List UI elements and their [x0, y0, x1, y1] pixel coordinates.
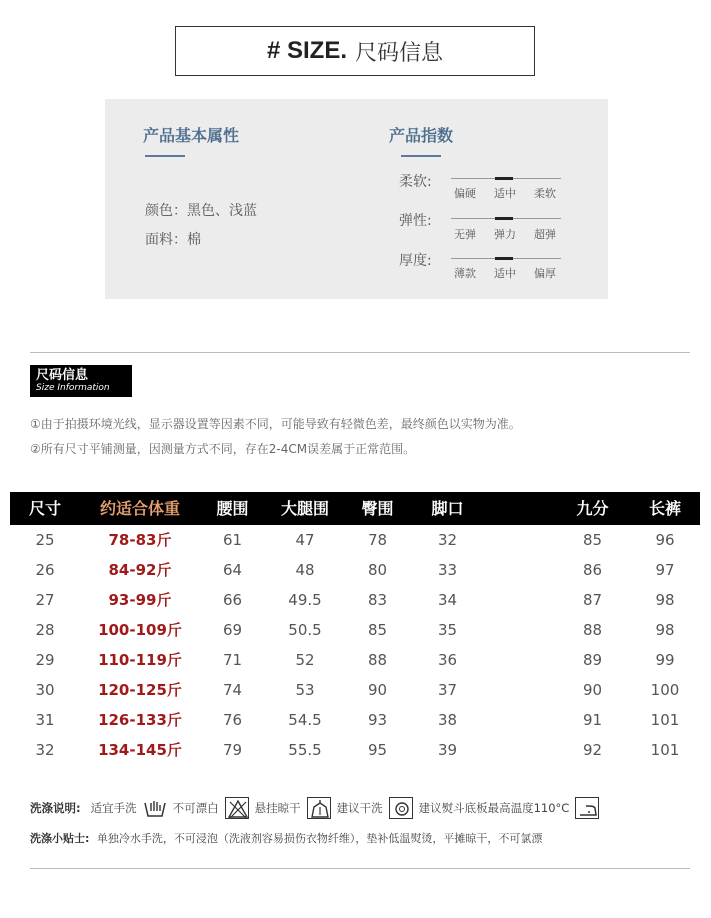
softness-marker: [495, 177, 513, 180]
basic-attributes-rule: [145, 155, 185, 157]
thickness-marker: [495, 257, 513, 260]
cell-size: 27: [35, 591, 55, 609]
thickness-option: 偏厚: [534, 267, 556, 280]
cell-thigh: 53: [295, 681, 315, 699]
softness-option: 偏硬: [454, 187, 476, 200]
cell-full-length: 98: [655, 591, 675, 609]
cell-hip: 93: [367, 711, 388, 729]
table-row: [10, 615, 700, 645]
care-label: 洗涤说明:: [30, 801, 81, 815]
care-item: 适宜手洗: [90, 801, 137, 815]
table-row: [10, 735, 700, 765]
cell-thigh: 54.5: [288, 711, 322, 729]
table-row: [10, 705, 700, 735]
thickness-option: 适中: [494, 267, 516, 280]
attribute-panel: [105, 99, 608, 299]
cell-weight: 78-83斤: [108, 531, 172, 549]
cell-waist: 71: [222, 651, 243, 669]
cell-full-length: 97: [655, 561, 675, 579]
section-divider: [30, 352, 690, 353]
cell-cropped: 88: [582, 621, 603, 639]
cell-size: 26: [35, 561, 55, 579]
color-line: 颜色：黑色、浅蓝: [145, 203, 257, 219]
size-info-tag-en: Size Information: [36, 383, 110, 393]
cell-size: 31: [35, 711, 55, 729]
cell-hip: 85: [367, 621, 388, 639]
header-hem: 脚口: [431, 499, 464, 518]
care-item: 不可漂白: [172, 801, 219, 815]
cell-size: 29: [35, 651, 55, 669]
elasticity-option: 无弹: [454, 228, 476, 241]
cell-waist: 74: [222, 681, 243, 699]
cell-full-length: 96: [655, 531, 675, 549]
thickness-option: 薄款: [454, 267, 476, 280]
cell-hip: 95: [367, 741, 388, 759]
basic-attributes-title: 产品基本属性: [143, 126, 240, 145]
cell-waist: 64: [222, 561, 243, 579]
bottom-divider: [30, 868, 690, 869]
elasticity-marker: [495, 217, 513, 220]
table-row: [10, 525, 700, 555]
hang-dry-icon: [307, 797, 331, 819]
cell-cropped: 89: [582, 651, 603, 669]
cell-weight: 84-92斤: [108, 561, 172, 579]
softness-option: 柔软: [534, 187, 556, 200]
cell-hem: 33: [437, 561, 458, 579]
cell-weight: 100-109斤: [98, 621, 182, 639]
cell-hip: 78: [367, 531, 388, 549]
cell-waist: 76: [222, 711, 243, 729]
cell-hem: 35: [437, 621, 458, 639]
care-item: 建议干洗: [336, 801, 383, 815]
size-info-tag-cn: 尺码信息: [36, 368, 89, 383]
elasticity-label: 弹性:: [399, 213, 432, 229]
cell-full-length: 100: [650, 681, 680, 699]
care-tips: [30, 830, 542, 846]
note-measure: ②所有尺寸平铺测量，因测量方式不同，存在2-4CM误差属于正常范围。: [30, 442, 416, 456]
header-cropped: 九分: [576, 499, 609, 518]
elasticity-option: 超弹: [534, 228, 556, 241]
header-full-length: 长裤: [648, 499, 681, 518]
product-index-title: 产品指数: [389, 126, 454, 145]
cell-full-length: 101: [650, 741, 680, 759]
cell-waist: 69: [222, 621, 243, 639]
table-body: [10, 525, 700, 765]
header-waist: 腰围: [216, 499, 249, 518]
cell-thigh: 48: [295, 561, 315, 579]
care-item: 建议熨斗底板最高温度110°C: [418, 801, 570, 815]
tips-label: 洗涤小贴士:: [30, 832, 90, 845]
cell-weight: 120-125斤: [98, 681, 182, 699]
cell-hip: 80: [367, 561, 388, 579]
cell-weight: 126-133斤: [98, 711, 182, 729]
cell-cropped: 91: [582, 711, 603, 729]
table-row: [10, 555, 700, 585]
page-title: [175, 26, 535, 76]
thickness-label: 厚度:: [399, 253, 432, 269]
cell-hip: 88: [367, 651, 388, 669]
header-size: 尺寸: [28, 499, 61, 518]
no-bleach-icon: [225, 797, 249, 819]
cell-hem: 34: [437, 591, 458, 609]
cell-thigh: 47: [295, 531, 315, 549]
product-index-rule: [401, 155, 441, 157]
cell-hem: 36: [437, 651, 458, 669]
cell-weight: 110-119斤: [98, 651, 182, 669]
dry-clean-icon: [389, 797, 413, 819]
cell-hip: 90: [367, 681, 388, 699]
cell-hem: 38: [437, 711, 458, 729]
cell-cropped: 87: [582, 591, 603, 609]
cell-full-length: 101: [650, 711, 680, 729]
cell-size: 28: [35, 621, 55, 639]
table-row: [10, 675, 700, 705]
hand-wash-icon: [143, 797, 167, 819]
cell-thigh: 52: [295, 651, 315, 669]
title-cn: 尺码信息: [355, 40, 444, 66]
header-hip: 臀围: [361, 499, 394, 518]
cell-cropped: 92: [582, 741, 603, 759]
fabric-line: 面料：棉: [145, 232, 201, 248]
table-row: [10, 645, 700, 675]
table-header: [10, 492, 700, 525]
header-weight: 约适合体重: [99, 499, 180, 518]
cell-full-length: 99: [655, 651, 675, 669]
cell-weight: 134-145斤: [98, 741, 182, 759]
tips-text: 单独冷水手洗，不可浸泡（洗液剂容易损伤衣物纤维），垫补低温熨烫，平摊晾干，不可氯漂: [96, 832, 543, 845]
cell-waist: 61: [222, 531, 243, 549]
cell-size: 32: [35, 741, 55, 759]
title-en: # SIZE.: [266, 37, 347, 64]
softness-option: 适中: [494, 187, 516, 200]
cell-size: 25: [35, 531, 55, 549]
cell-hem: 32: [437, 531, 458, 549]
elasticity-option: 弹力: [494, 228, 516, 241]
cell-hem: 39: [437, 741, 458, 759]
note-color: ①由于拍摄环境光线，显示器设置等因素不同，可能导致有轻微色差，最终颜色以实物为准。: [30, 417, 521, 431]
cell-hem: 37: [437, 681, 458, 699]
size-table: [10, 492, 700, 765]
cell-cropped: 86: [582, 561, 603, 579]
cell-hip: 83: [367, 591, 388, 609]
cell-weight: 93-99斤: [108, 591, 172, 609]
cell-thigh: 55.5: [288, 741, 322, 759]
cell-waist: 79: [222, 741, 243, 759]
size-info-tag: [30, 365, 132, 397]
softness-label: 柔软:: [399, 174, 432, 190]
cell-cropped: 90: [582, 681, 603, 699]
cell-thigh: 50.5: [288, 621, 322, 639]
header-thigh: 大腿围: [280, 499, 329, 518]
cell-thigh: 49.5: [288, 591, 322, 609]
cell-full-length: 98: [655, 621, 675, 639]
cell-size: 30: [35, 681, 55, 699]
cell-waist: 66: [222, 591, 243, 609]
iron-icon: [575, 797, 599, 819]
care-instructions: [30, 796, 605, 820]
table-row: [10, 585, 700, 615]
cell-cropped: 85: [582, 531, 603, 549]
care-item: 悬挂晾干: [254, 801, 301, 815]
